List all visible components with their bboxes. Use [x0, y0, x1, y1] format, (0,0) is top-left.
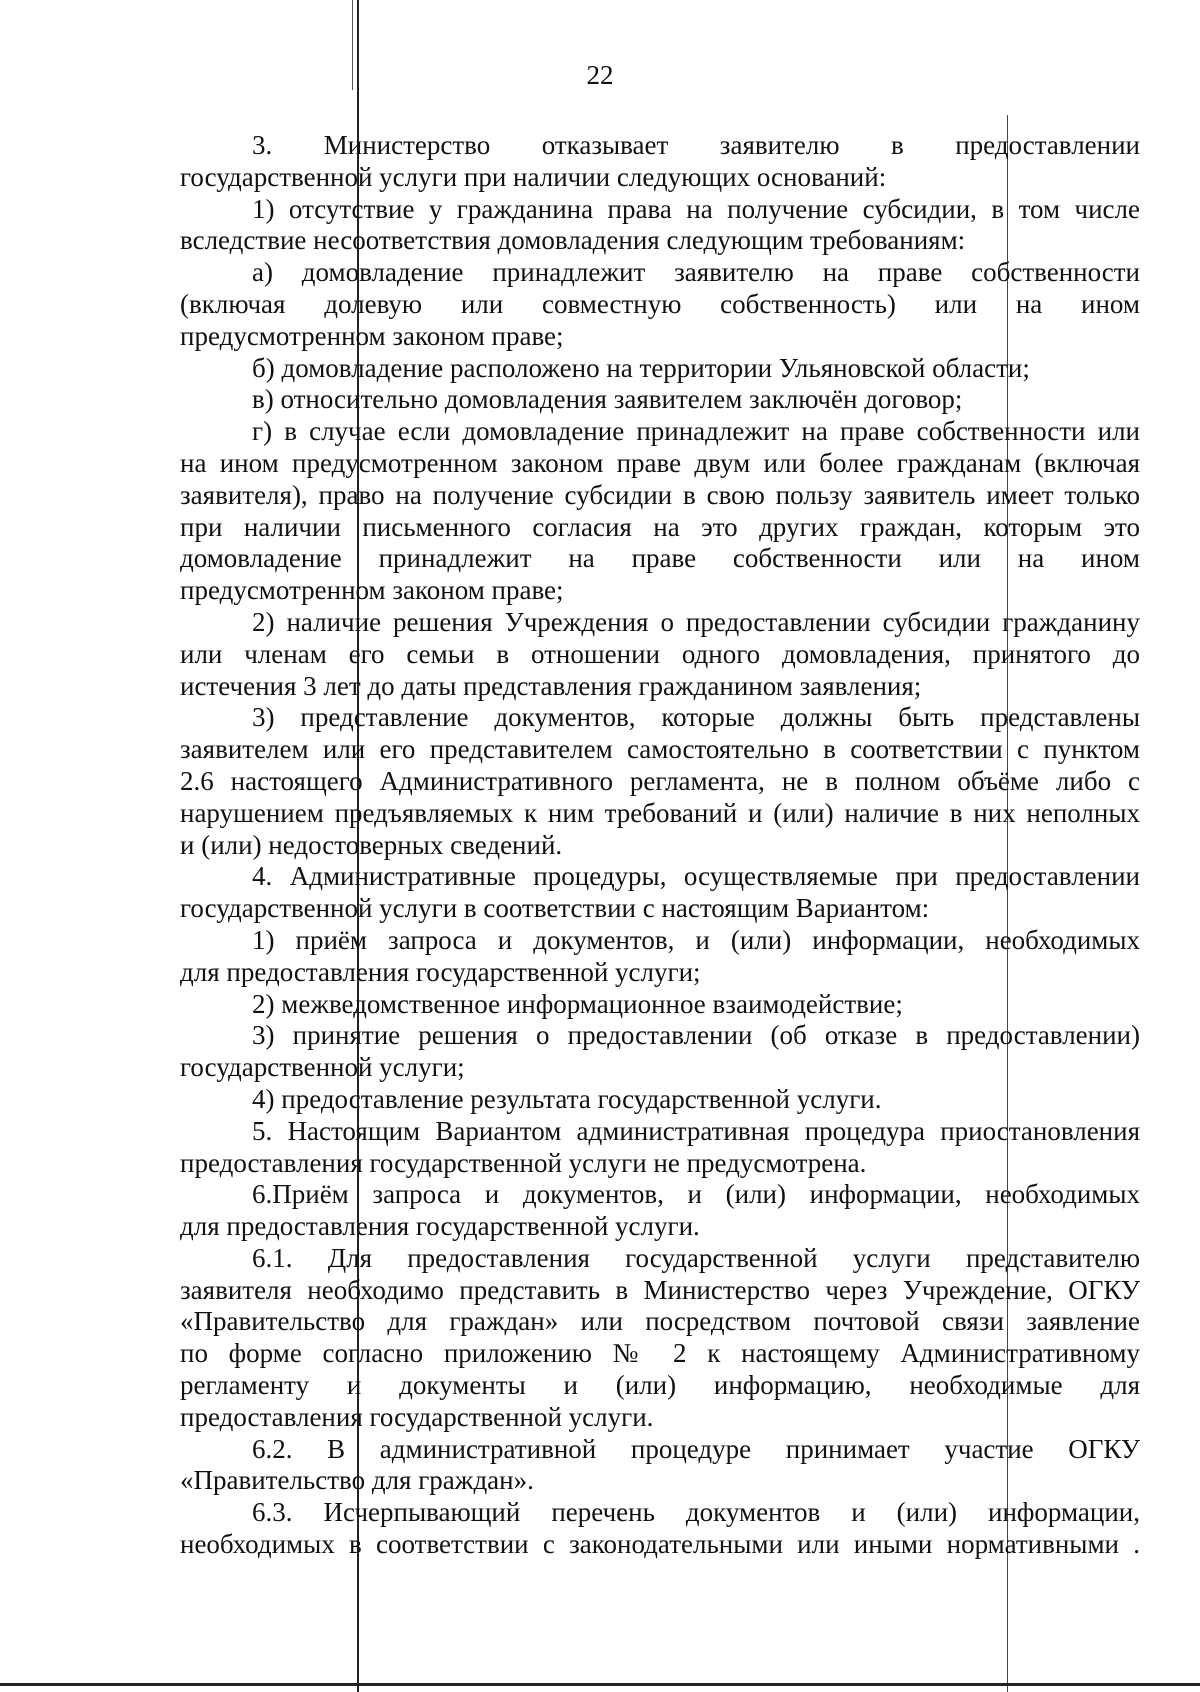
text-line: истечения 3 лет до даты представления гражданином заявления; [180, 670, 922, 701]
text-line: (включая долевую или совместную собственность) или на ином [180, 288, 1140, 319]
scan-bottom-edge [0, 1683, 1200, 1686]
text-line: 3) представление документов, которые должны быть представлены [252, 702, 1140, 733]
text-line: а) домовладение принадлежит заявителю на праве собственности [252, 257, 1140, 288]
text-line: и (или) недостоверных сведений. [180, 829, 563, 860]
text-line: вследствие несоответствия домовладения следующим требованиям: [180, 225, 966, 256]
text-line: заявителем или его представителем самостоятельно в соответствии с пунктом [180, 734, 1140, 765]
text-line: 1) приём запроса и документов, и (или) информации, необходимых [252, 924, 1140, 955]
text-line: 2) межведомственное информационное взаимодействие; [252, 988, 903, 1019]
text-line: или членам его семьи в отношении одного домовладения, принятого до [180, 638, 1140, 669]
text-line: предусмотренном законом праве; [180, 320, 564, 351]
text-line: домовладение принадлежит на праве собственности или на ином [180, 543, 1140, 574]
text-line: для предоставления государственной услуги; [180, 956, 701, 987]
text-line: 6.Приём запроса и документов, и (или) информации, необходимых [252, 1179, 1140, 1210]
text-line: 6.2. В административной процедуре принимает участие ОГКУ [252, 1433, 1140, 1464]
text-line: «Правительство для граждан». [180, 1465, 534, 1496]
text-line: 5. Настоящим Вариантом административная процедура приостановления [252, 1115, 1140, 1146]
document-body [180, 130, 1140, 1561]
text-line: 6.3. Исчерпывающий перечень документов и (или) информации, [252, 1497, 1140, 1528]
text-line: в) относительно домовладения заявителем заключён договор; [252, 384, 963, 415]
text-line: б) домовладение расположено на территории Ульяновской области; [252, 352, 1030, 383]
text-line: предусмотренном законом праве; [180, 575, 564, 606]
text-line: 1) отсутствие у гражданина права на получение субсидии, в том числе [252, 193, 1140, 224]
page-number: 22 [586, 60, 614, 90]
text-line: 3) принятие решения о предоставлении (об отказе в предоставлении) [252, 1020, 1140, 1051]
text-line: 2) наличие решения Учреждения о предоставлении субсидии гражданину [252, 606, 1140, 637]
text-line: необходимых в соответствии с законодательными или иными нормативными . [180, 1529, 1140, 1560]
text-line: предоставления государственной услуги не предусмотрена. [180, 1147, 867, 1178]
text-line: предоставления государственной услуги. [180, 1401, 654, 1432]
text-line: г) в случае если домовладение принадлежит на праве собственности или [252, 416, 1140, 447]
text-line: государственной услуги; [180, 1052, 465, 1083]
text-line: государственной услуги в соответствии с настоящим Вариантом: [180, 893, 930, 924]
text-line: для предоставления государственной услуги. [180, 1211, 700, 1242]
text-line: государственной услуги при наличии следующих оснований: [180, 161, 887, 192]
text-line: заявителя), право на получение субсидии в свою пользу заявитель имеет только [180, 479, 1140, 510]
text-line: 4. Административные процедуры, осуществляемые при предоставлении [252, 861, 1140, 892]
text-line: по форме согласно приложению № 2 к настоящему Административному [180, 1338, 1140, 1369]
text-line: 4) предоставление результата государственной услуги. [252, 1083, 882, 1114]
text-line: 3. Министерство отказывает заявителю в предоставлении [252, 130, 1140, 160]
text-line: 2.6 настоящего Административного регламента, не в полном объёме либо с [180, 765, 1140, 796]
text-line: заявителя необходимо представить в Министерство через Учреждение, ОГКУ [180, 1274, 1140, 1305]
text-line: регламенту и документы и (или) информацию, необходимые для [180, 1370, 1140, 1401]
text-line: нарушением предъявляемых к ним требований и (или) наличие в них неполных [180, 797, 1140, 828]
text-line: при наличии письменного согласия на это других граждан, которым это [180, 511, 1140, 542]
text-line: 6.1. Для предоставления государственной услуги представителю [252, 1242, 1140, 1273]
text-line: на ином предусмотренном законом праве двум или более гражданам (включая [180, 447, 1140, 478]
text-line: «Правительство для граждан» или посредством почтовой связи заявление [180, 1306, 1140, 1337]
